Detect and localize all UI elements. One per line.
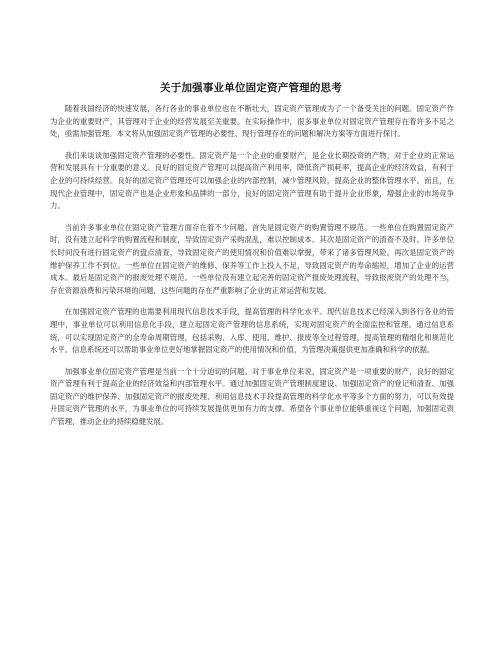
paragraph-information-technology: 在加强固定资产管理的也需要利用现代信息技术手段，提高管理的科学化水平。现代信息技术已经深入到各行各业的管理中，事业单位可以利用信息化手段，建立起固定资产管理的信息系统，实现对固定资产的全面监控和管理。通过信息系统，可以实现固定资产的全寿命周期管理，包括采购、入库、使用、维护、报废等全过程管理，提高管理的精细化和规范化水平。信息系统还可以帮助事业单位更好地掌握固定资产的使用情况和价值，为管理决策提供更加准确和科学的依据。 xyxy=(50,307,454,355)
document-body xyxy=(50,103,454,438)
paragraph-conclusion: 加强事业单位固定资产管理是当前一个十分迫切的问题。对于事业单位来说，固定资产是一项重要的财产，良好的固定资产管理有利于提高企业的经济效益和内部管理水平。通过加强固定资产管理制度建设、加强固定资产的登记和清查、加强固定资产的维护保养、加强固定资产的报废处理、利用信息技术手段提高管理的科学化水平等多个方面的努力，可以有效提升固定资产管理的水平，为事业单位的可持续发展提供更加有力的支撑。希望各个事业单位能够重视这个问题，加强固定资产管理，推动企业的持续稳健发展。 xyxy=(50,366,454,427)
paragraph-necessity: 我们来谈谈加强固定资产管理的必要性。固定资产是一个企业的重要财产，是企业长期投资的产物，对于企业的正常运营和发展具有十分重要的意义。良好的固定资产管理可以提高资产利用率，降低资产损耗率，提高企业的经济效益，有利于企业的可持续经营。良好的固定资产管理还可以加强企业的内部控制，减少管理风险，提高企业的整体管理水平。而且，在现代企业管理中，固定资产也是企业形象和品牌的一部分，良好的固定资产管理有助于提升企业形象，增强企业的市场竞争力。 xyxy=(50,150,454,211)
document-title: 关于加强事业单位固定资产管理的思考 xyxy=(160,82,342,94)
paragraph-intro: 随着我国经济的快速发展，各行各业的事业单位也在不断壮大，固定资产管理成为了一个备受关注的问题。固定资产作为企业的重要财产，其管理对于企业的经营发展至关重要。在实际操作中，很多事业单位对固定资产管理存在着许多不足之处，亟需加强管理。本文将从加强固定资产管理的必要性、现行管理存在的问题和解决方案等方面进行探讨。 xyxy=(50,104,454,139)
paragraph-problems: 当前许多事业单位在固定资产管理方面存在着不少问题。首先是固定资产的购置管理不规范。一些单位在购置固定资产时，没有建立起科学的购置流程和制度，导致固定资产采购混乱，难以控制成本。其次是固定资产的清查不及时。许多单位长时间没有进行固定资产的盘点清查，导致固定资产的使用情况和价值难以掌握，带来了诸多管理风险。再次是固定资产的维护保养工作不到位。一些单位在固定资产的维修、保养等工作上投入不足，导致固定资产的寿命缩短，增加了企业的运营成本。最后是固定资产的报废处理不规范。一些单位没有建立起完善的固定资产报废处理流程，导致报废资产的处理不当，存在资源浪费和污染环境的问题，这些问题的存在严重影响了企业的正常运营和发展。 xyxy=(50,222,454,295)
